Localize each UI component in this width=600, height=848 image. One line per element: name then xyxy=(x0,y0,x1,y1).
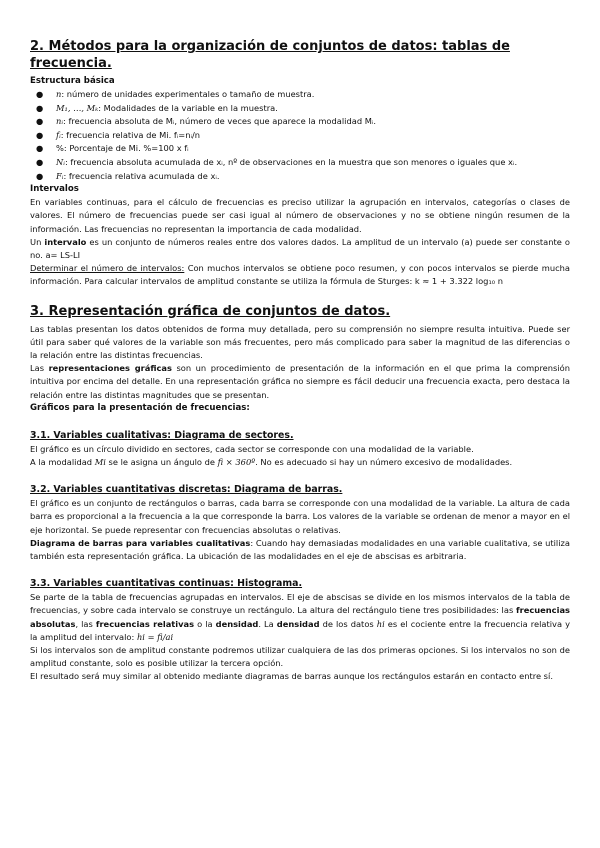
section-3-2-paragraph-2: Diagrama de barras para variables cualitativas: Cuando hay demasiadas modalidades en una variable cualitativa, se utiliza también esta representación gráfica. La ubicación de las modalidades en el eje de abscisas es arbitraria. xyxy=(30,537,570,562)
section-3-1-title: 3.1. Variables cualitativas: Diagrama de sectores. xyxy=(30,429,294,441)
bullet-icon: ● xyxy=(36,129,44,140)
intervals-heading: Intervalos xyxy=(30,184,79,195)
section-3-3-title: 3.3. Variables cuantitativas continuas: Histograma. xyxy=(30,578,303,590)
section-3-1-paragraph-1: El gráfico es un círculo dividido en sectores, cada sector se corresponde con una modalidad de la variable. xyxy=(30,443,474,454)
section-3-2-title: 3.2. Variables cuantitativas discretas: Diagrama de barras. xyxy=(30,484,343,496)
section-3-paragraph-2: Las representaciones gráficas son un procedimiento de presentación de la información en el que prima la comprensión intuitiva por encima del detalle. En una representación gráfica no siempre es fácil deducir una frecuencia exacta, pero destaca la relación entre las distintas magnitudes que se presentan. xyxy=(30,363,570,400)
intervals-paragraph-3: Determinar el número de intervalos: Con muchos intervalos se obtiene poco resumen, y con pocos intervalos se pierde mucha información. Para calcular intervalos de amplitud constante se utiliza la fórmula de Sturges: k ≈ 1 + 3.322 log₁₀ n xyxy=(30,263,570,287)
section-3-paragraph-1: Las tablas presentan los datos obtenidos de forma muy detallada, pero su comprensión no siempre resulta intuitiva. Puede ser útil para saber qué valores de la variable son más frecuentes, pero más complicado para saber la magnitud de las diferencias o la relación entre las distintas frecuencias. xyxy=(30,323,570,360)
bullet-icon: ● xyxy=(36,102,44,113)
list-item: ● M₁, …, Mₖ: Modalidades de la variable en la muestra. xyxy=(36,102,570,116)
section-3-2-paragraph-1: El gráfico es un conjunto de rectángulos o barras, cada barra se corresponde con una modalidad de la variable. La altura de cada barra es proporcional a la frecuencia a la que corresponde la barra. Los valores de la variable se ordenan de menor a mayor en el eje horizontal. Se puede representar con frecuencias absolutas o relativas. xyxy=(30,498,570,535)
basic-structure-heading: Estructura básica xyxy=(30,76,115,86)
list-item: ● %: Porcentaje de Mi. %=100 x fᵢ xyxy=(36,142,570,156)
section-3-title: 3. Representación gráfica de conjuntos de datos. xyxy=(30,303,391,319)
section-3-3-paragraph-2: Si los intervalos son de amplitud constante podremos utilizar cualquiera de las dos primeras opciones. Si los intervalos no son de amplitud constante, solo es posible utilizar la tercera opción. xyxy=(30,645,570,669)
definitions-list xyxy=(30,88,570,183)
intervals-paragraph-2: Un intervalo es un conjunto de números reales entre dos valores dados. La amplitud de un intervalo (a) puede ser constante o no. a= LS-LI xyxy=(30,236,570,260)
bullet-icon: ● xyxy=(36,116,44,127)
graphs-heading: Gráficos para la presentación de frecuencias: xyxy=(30,402,250,413)
section-3-3-paragraph-1: Se parte de la tabla de frecuencias agrupadas en intervalos. El eje de abscisas se divide en los mismos intervalos de la tabla de frecuencias, y sobre cada intervalo se construye un rectángulo. La altura del rectángulo tiene tres posibilidades: las frecuencias absolutas, las frecuencias relativas o la densidad. La densidad de los datos hi es el cociente entre la frecuencia relativa y la amplitud del intervalo: hi = fi/ai xyxy=(30,592,570,642)
list-item: ● nᵢ: frecuencia absoluta de Mᵢ, número de veces que aparece la modalidad Mᵢ. xyxy=(36,115,570,129)
section-3-3-paragraph-3: El resultado será muy similar al obtenido mediante diagramas de barras aunque los rectángulos estarán en contacto entre sí. xyxy=(30,671,553,682)
bullet-icon: ● xyxy=(36,89,44,99)
bullet-icon: ● xyxy=(36,170,44,181)
list-item: ● Nᵢ: frecuencia absoluta acumulada de xᵢ, nº de observaciones en la muestra que son menores o iguales que xᵢ. xyxy=(36,156,570,170)
section-2-title: 2. Métodos para la organización de conjuntos de datos: tablas de frecuencia. xyxy=(30,39,510,71)
list-item: ● fᵢ: frecuencia relativa de Mi. fᵢ=nᵢ/n xyxy=(36,129,570,143)
bullet-icon: ● xyxy=(36,143,44,154)
section-3-1-paragraph-2: A la modalidad Mi se le asigna un ángulo de fi × 360º. No es adecuado si hay un número excesivo de modalidades. xyxy=(30,457,513,467)
bullet-icon: ● xyxy=(36,156,44,167)
list-item: ● n: número de unidades experimentales o tamaño de muestra. xyxy=(36,88,570,102)
intervals-paragraph-1: En variables continuas, para el cálculo de frecuencias es preciso utilizar la agrupación en intervalos, categorías o clases de valores. El número de frecuencias puede ser casi igual al número de observaciones y no se obtiene ningún resumen de la información. Las frecuencias no representan la importancia de cada modalidad. xyxy=(30,197,570,234)
list-item: ● Fᵢ: frecuencia relativa acumulada de xᵢ. xyxy=(36,170,570,184)
